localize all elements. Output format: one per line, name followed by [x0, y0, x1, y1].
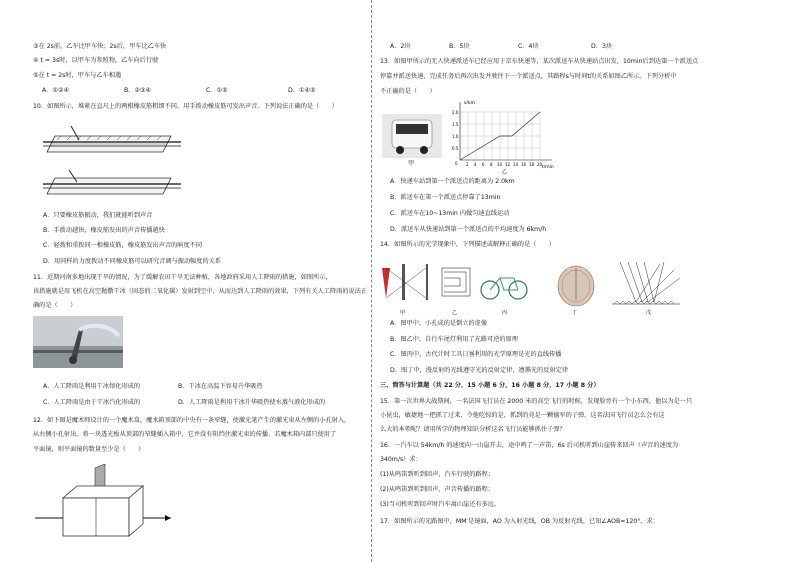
- q11-option-b: B．干冰在高温下容易升华吸热: [178, 383, 263, 390]
- q14-optics-figures: [380, 254, 720, 316]
- q10-option-b: B．手拨动越快，橡皮筋发出的声音传播越快: [43, 227, 165, 234]
- q14-option-d: D．图丁中，漫反射的光线遵守光的反射定律，遵循光的反射定律: [390, 367, 569, 374]
- q13-y-tick: 0.5: [452, 146, 459, 151]
- artificial-rain-photo: [33, 316, 123, 368]
- q14-option-b: B．图乙中，自行车尾灯利用了光路可逆的原理: [390, 336, 518, 343]
- q14-option-a: A．图甲中，小孔成的是倒立的虚像: [390, 320, 488, 327]
- q13-st-graph: [452, 98, 562, 174]
- q13-stem-line-2: 停靠并派送快递，完成任务后再次出发并驶往下一个派送点，其路程s与时间t的关系如图乙所示。下列分析中: [380, 73, 677, 80]
- section-3-heading: 三、简答与计算题（共 22 分，15 小题 6 分，16 小题 8 分，17 小题 8 分）: [380, 382, 600, 389]
- q13-figure-label-yi: 乙: [502, 169, 508, 174]
- q13-x-tick: 10: [497, 162, 503, 167]
- q13-option-c: C．派送车在10~13min 内做匀速直线运动: [390, 210, 510, 217]
- q11-option-c: C．人工降雨是由于干冰汽化形成的: [43, 399, 141, 406]
- q14-label-jia: 甲: [400, 310, 406, 316]
- q11-stem-line-3: 确的是（ ）: [33, 302, 77, 309]
- q10-option-d: D．用同样的力度拨动不同橡皮筋可以研究音调与振动幅度的关系: [43, 258, 222, 265]
- q13-y-tick: 1.5: [452, 122, 459, 127]
- q9-choice-c: C．①⑤: [206, 87, 228, 94]
- q9-choice-d: D．①④⑤: [288, 87, 316, 94]
- q11-option-d: D．人工降雨是利用干冰升华吸热使水蒸气液化形成的: [178, 399, 326, 406]
- q16-line-5: (3)当司机听到回声时汽车离山崖还有多远。: [380, 501, 501, 508]
- rulers-rubber-band-figure: [41, 116, 191, 208]
- q12-choice-d: D．3块: [591, 43, 613, 50]
- q13-x-tick: 8: [490, 162, 493, 167]
- q13-option-d: D．派送车从快递站到第一个派送点的平均速度为 6km/h: [390, 226, 547, 233]
- q13-x-tick: 4: [474, 162, 477, 167]
- q13-x-tick: 18: [529, 162, 535, 167]
- q12-stem-line-2: 从右侧小孔射出。将一块透光板从顶部的窄缝插入箱中，它并没有阻挡住激光束的传播，若魔术箱内部只使用了: [33, 431, 337, 438]
- q9-option-3: ③在 2s前，乙车比甲车快；2s后，甲车比乙车快: [33, 43, 167, 50]
- q12-stem-line-3: 平面镜，则平面镜的数量至少是（ ）: [33, 446, 145, 453]
- q14-label-wu: 戊: [646, 310, 652, 316]
- q14-stem: 14．如图所示的光学现象中，下列描述或解释正确的是（ ）: [380, 241, 555, 248]
- q15-line-1: 15．第一次世界大战期间，一名法国飞行员在 2000 米的高空飞行的时候，发现脸旁有一个小东西，他以为是一只: [380, 398, 693, 405]
- q16-line-4: (2)从鸣笛到听到回声，声音传播的路程；: [380, 486, 494, 493]
- q12-choice-c: C．4块: [518, 43, 539, 50]
- q14-option-c: C．图丙中，古代计时工具日晷利用的光学原理是光的直线传播: [390, 351, 562, 358]
- q11-option-a: A．人工降雨是利用干冰熔化形成的: [43, 383, 141, 390]
- q16-line-1: 16．一汽车以 54km/h 的速度向一山崖开去，途中鸣了一声笛，6s 后司机听到山崖传来回声（声音的速度为: [380, 442, 679, 449]
- q13-x-tick: 2: [466, 162, 469, 167]
- q12-choice-b: B．5块: [449, 43, 470, 50]
- q14-label-yi: 乙: [452, 310, 458, 316]
- delivery-vehicle-photo: [382, 114, 442, 158]
- q17-stem: 17．如图所示的光路图中，MM′是镜面，AO 为入射光线，OB 为反射光线，已知∠AOB=120°，求：: [380, 518, 659, 525]
- q9-option-4: ④ t = 3s时，以甲车为参照物，乙车向后行驶: [33, 57, 159, 64]
- q13-figure-label-jia: 甲: [408, 160, 415, 167]
- q13-y-tick: 0: [455, 161, 458, 166]
- q14-label-bing: 丙: [502, 310, 508, 316]
- q13-x-tick: 6: [482, 162, 485, 167]
- q13-y-tick: 2.0: [452, 110, 459, 115]
- q12-stem-line-1: 12．如下图是魔术师设计的一个魔术盒，魔术箱顶部的中央有一条窄缝，使激光笔产生的激光束从左侧的小孔射入，: [33, 417, 351, 424]
- q12-choice-a: A．2块: [390, 43, 411, 50]
- q10-option-a: A．只要橡皮筋振动，我们就能听到声音: [43, 212, 153, 219]
- q14-label-ding: 丁: [572, 310, 578, 316]
- q13-stem-line-1: 13．如图甲所示的无人快递派送车已经应用于京东快递等，某次派送车从快递站点出发，10min后到达第一个派送点: [380, 58, 699, 65]
- q13-option-a: A．快递车站到第一个派送点的距离为 2.0km: [390, 178, 515, 185]
- q15-line-3: 么大的本领呢？请用所学的物理知识分析这名飞行员能够抓住子弹？: [380, 426, 566, 433]
- q13-x-tick: 16: [521, 162, 527, 167]
- q16-line-2: 340m/s）求：: [380, 456, 422, 463]
- q15-line-2: 小昆虫，敏捷地一把抓了过来，令他吃惊的是，抓到的竟是一颗德军的子弹，这名法国飞行员怎么会有这: [380, 412, 665, 419]
- q13-x-tick: 14: [513, 162, 519, 167]
- q16-line-3: (1)从鸣笛到听到回声，汽车行驶的路程；: [380, 471, 494, 478]
- q9-choice-b: B．②③④: [124, 87, 152, 94]
- magic-box-figure: [33, 464, 173, 542]
- column-divider: [371, 0, 372, 562]
- q11-stem-line-2: 该措施就是用飞机在高空抛撒干冰（固态的二氧化碳）发射到空中，从而达到人工降雨的效果，下列有关人工降雨的说法正: [33, 288, 368, 295]
- q13-option-b: B．派送车在第一个派送点停靠了13min: [390, 194, 501, 201]
- q9-choice-a: A．①②④: [42, 87, 70, 94]
- q13-y-tick: 1.0: [452, 134, 459, 139]
- q10-option-c: C．轻拨和重拨同一根橡皮筋，橡皮筋发出声音的响度不同: [43, 242, 203, 249]
- q9-option-5: ⑤在 t = 2s时，甲车与乙车相遇: [33, 72, 122, 79]
- q13-stem-line-3: 不正确的是（ ）: [380, 88, 436, 95]
- q11-stem-line-1: 11．近期河南多地出现干旱的情况，为了缓解农田干旱无法种植，各地政府采用人工降雨的措施，如图所示，: [33, 274, 332, 281]
- q13-x-axis-label: t/min: [542, 165, 554, 170]
- q13-x-tick: 20: [537, 162, 543, 167]
- q13-x-tick: 12: [505, 162, 511, 167]
- q13-y-axis-label: s/km: [464, 101, 475, 106]
- q10-stem: 10．如图所示，堆紧在直尺上的两根橡皮筋粗细不同，用手拨动橡皮筋可发出声音。下列说法正确的是（ ）: [33, 103, 338, 110]
